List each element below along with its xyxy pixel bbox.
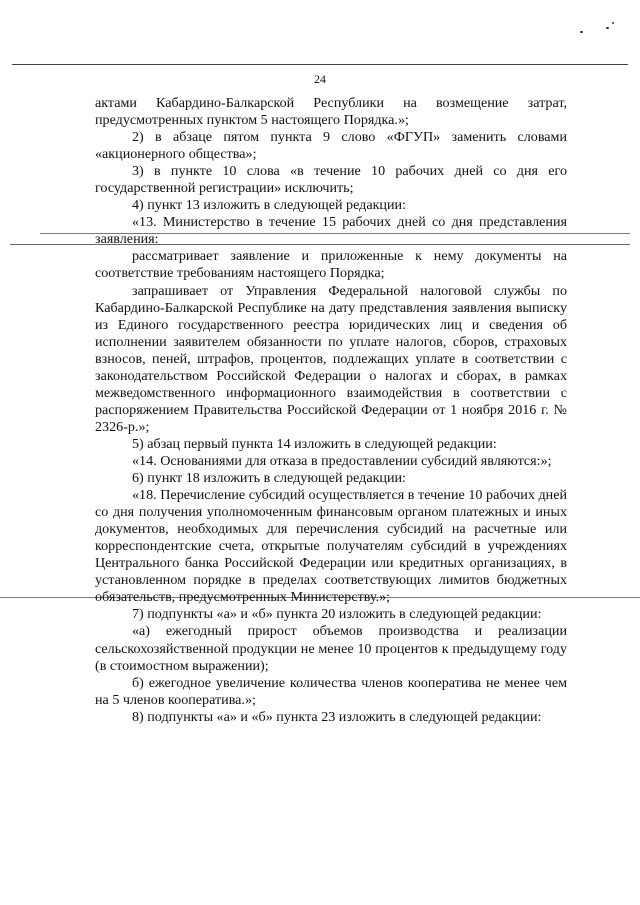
document-body [95,95,567,726]
paragraph: 8) подпункты «а» и «б» пункта 23 изложить в следующей редакции: [132,708,542,725]
scan-speck [612,22,614,24]
paragraph: рассматривает заявление и приложенные к нему документы на соответствие требованиям настоящего Порядка; [95,248,567,282]
paragraph: запрашивает от Управления Федеральной налоговой службы по Кабардино-Балкарской Республике на дату представления заявления выписку из Единого государственного реестра юридических лиц и сведения об исполнении заявителем обязанности по уплате налогов, сборов, страховых взносов, пеней, штрафов, процентов, подлежащих уплате в соответствии с законодательством Российской Федерации о налогах и сборах, в рамках межведомственного информационного взаимодействия в соответствии с распоряжением Правительства Российской Федерации от 1 ноября 2016 г. № 2326-р.»; [95,282,567,435]
paragraph: «18. Перечисление субсидий осуществляется в течение 10 рабочих дней со дня получения уполномоченным финансовым органом платежных и иных документов, необходимых для перечисления субсидий на расчетные или корреспондентские счета, открытые получателям субсидий в учреждениях Центрального банка Российской Федерации или кредитных организациях, в установленном порядке в пределах соответствующих лимитов бюджетных обязательств, предусмотренных Министерству.»; [95,487,567,606]
paragraph: 4) пункт 13 изложить в следующей редакции: [132,197,406,214]
page-number: 24 [314,72,326,86]
paragraph: «13. Министерство в течение 15 рабочих дней со дня представления заявления: [95,214,567,248]
paragraph: 3) в пункте 10 слова «в течение 10 рабочих дней со дня его государственной регистрации» исключить; [95,163,567,197]
paragraph: 6) пункт 18 изложить в следующей редакции: [132,470,406,487]
paragraph: «а) ежегодный прирост объемов производства и реализации сельскохозяйственной продукции не менее 10 процентов к предыдущему году (в стоимостном выражении); [95,623,567,674]
scan-speck [606,27,609,29]
scan-artifact-line [12,64,628,65]
paragraph: б) ежегодное увеличение количества членов кооператива не менее чем на 5 членов кооператива.»; [95,674,567,708]
scan-speck [580,31,583,33]
paragraph: 2) в абзаце пятом пункта 9 слово «ФГУП» заменить словами «акционерного общества»; [95,129,567,163]
paragraph: 7) подпункты «а» и «б» пункта 20 изложить в следующей редакции: [132,606,542,623]
paragraph: 5) абзац первый пункта 14 изложить в следующей редакции: [132,435,497,452]
paragraph: актами Кабардино-Балкарской Республики на возмещение затрат, предусмотренных пунктом 5 настоящего Порядка.»; [95,95,567,129]
paragraph: «14. Основаниями для отказа в предоставлении субсидий являются:»; [132,452,552,469]
